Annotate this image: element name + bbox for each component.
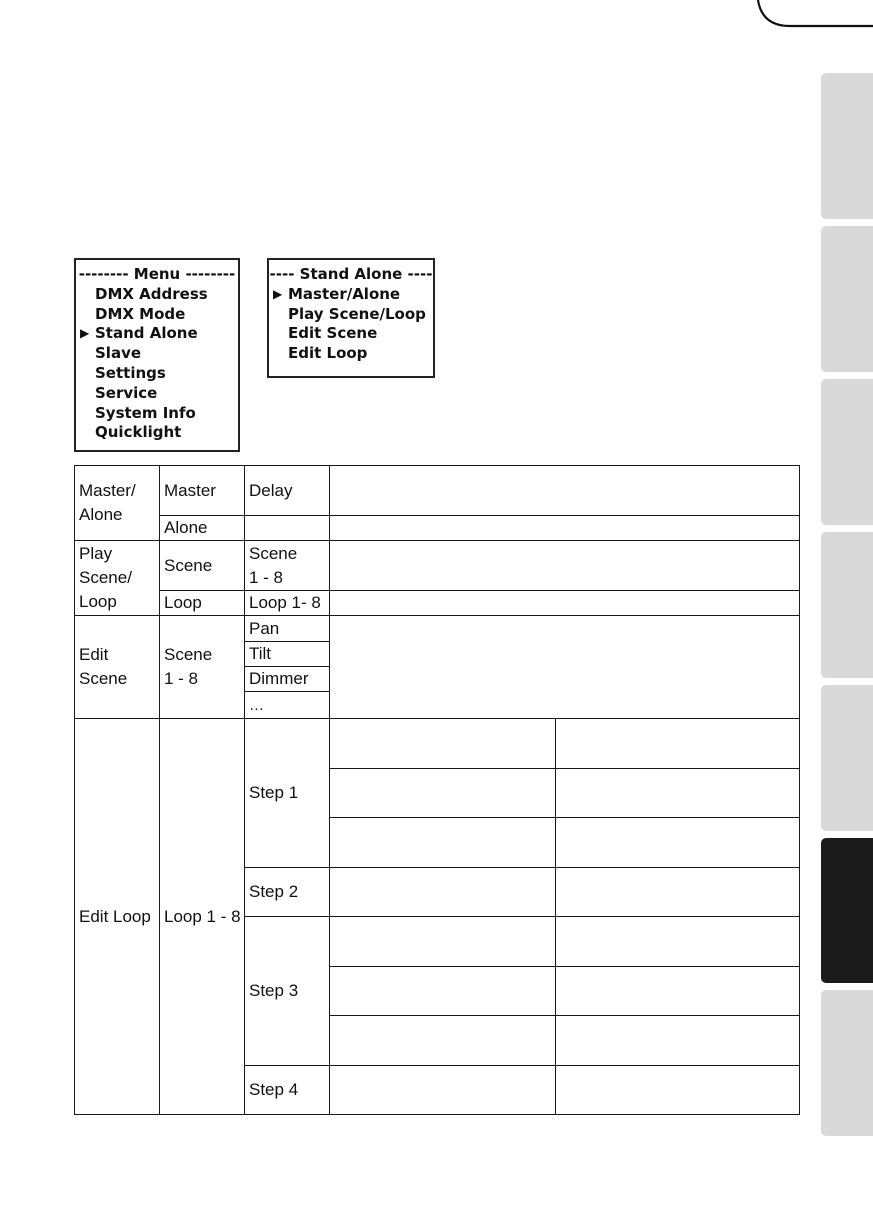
cell-alone: Alone — [160, 516, 245, 541]
cell-empty — [330, 818, 556, 868]
stand-alone-item-edit-loop: Edit Loop — [288, 344, 368, 363]
cell-empty — [330, 769, 556, 818]
cell-empty — [556, 1016, 800, 1066]
chapter-tab-2[interactable] — [821, 226, 873, 372]
menu-item-dmx-mode: DMX Mode — [95, 304, 186, 323]
cell-empty — [330, 516, 800, 541]
cell-step-1: Step 1 — [245, 719, 330, 868]
cell-play-scene-loop: Play Scene/ Loop — [75, 541, 160, 616]
menu-display-title: -------- Menu -------- — [78, 265, 236, 283]
menu-item-system-info: System Info — [95, 403, 196, 422]
cell-master: Master — [160, 466, 245, 516]
cell-empty — [556, 1066, 800, 1115]
cell-param-dimmer: Dimmer — [245, 667, 330, 692]
stand-alone-item-master-alone: ▶ Master/Alone — [273, 284, 401, 303]
cell-step-3: Step 3 — [245, 917, 330, 1066]
cell-empty — [330, 868, 556, 917]
cell-master-alone: Master/ Alone — [75, 466, 160, 541]
menu-display — [74, 258, 240, 452]
cell-param-more: … — [245, 692, 330, 719]
chapter-tab-6-active[interactable] — [821, 838, 873, 983]
cell-empty — [556, 719, 800, 769]
chapter-tab-4[interactable] — [821, 532, 873, 678]
chapter-tab-1[interactable] — [821, 73, 873, 219]
cell-step-4: Step 4 — [245, 1066, 330, 1115]
cell-empty — [330, 616, 800, 719]
cell-empty — [330, 591, 800, 616]
menu-item-dmx-address: DMX Address — [95, 284, 208, 303]
stand-alone-item-edit-scene: Edit Scene — [288, 324, 378, 343]
menu-item-quicklight: Quicklight — [95, 423, 182, 442]
cell-empty — [330, 1066, 556, 1115]
cell-empty — [556, 769, 800, 818]
chapter-tab-5[interactable] — [821, 685, 873, 831]
cell-empty — [330, 541, 800, 591]
menu-item-stand-alone: ▶ Stand Alone — [80, 324, 198, 343]
cell-empty — [556, 917, 800, 967]
cell-edit-loop: Edit Loop — [75, 719, 160, 1115]
cell-delay: Delay — [245, 466, 330, 516]
cell-empty — [330, 1016, 556, 1066]
cell-loop-range: Loop 1- 8 — [245, 591, 330, 616]
cell-scene: Scene — [160, 541, 245, 591]
cell-empty — [330, 967, 556, 1016]
cell-empty — [556, 868, 800, 917]
menu-item-settings: Settings — [95, 363, 166, 382]
cursor-arrow-icon: ▶ — [80, 326, 90, 341]
chapter-tab-7[interactable] — [821, 990, 873, 1136]
cell-empty — [330, 466, 800, 516]
cell-edit-scene-range: Scene 1 - 8 — [160, 616, 245, 719]
cell-empty — [330, 917, 556, 967]
cell-edit-loop-range: Loop 1 - 8 — [160, 719, 245, 1115]
cell-param-pan: Pan — [245, 616, 330, 642]
menu-item-slave: Slave — [95, 344, 142, 363]
stand-alone-display-title: ---- Stand Alone ---- — [269, 265, 433, 283]
chapter-tab-3[interactable] — [821, 379, 873, 525]
cursor-arrow-icon: ▶ — [273, 286, 283, 301]
cell-param-tilt: Tilt — [245, 642, 330, 667]
cell-empty — [330, 719, 556, 769]
cell-empty — [556, 818, 800, 868]
cell-scene-range: Scene 1 - 8 — [245, 541, 330, 591]
menu-item-service: Service — [95, 383, 158, 402]
stand-alone-menu-table — [74, 465, 800, 1115]
cell-empty — [245, 516, 330, 541]
cell-edit-scene: Edit Scene — [75, 616, 160, 719]
cell-loop: Loop — [160, 591, 245, 616]
stand-alone-display — [267, 258, 435, 378]
stand-alone-item-play-scene-loop: Play Scene/Loop — [288, 304, 426, 323]
cell-empty — [556, 967, 800, 1016]
page-corner-curve — [0, 0, 873, 60]
cell-step-2: Step 2 — [245, 868, 330, 917]
